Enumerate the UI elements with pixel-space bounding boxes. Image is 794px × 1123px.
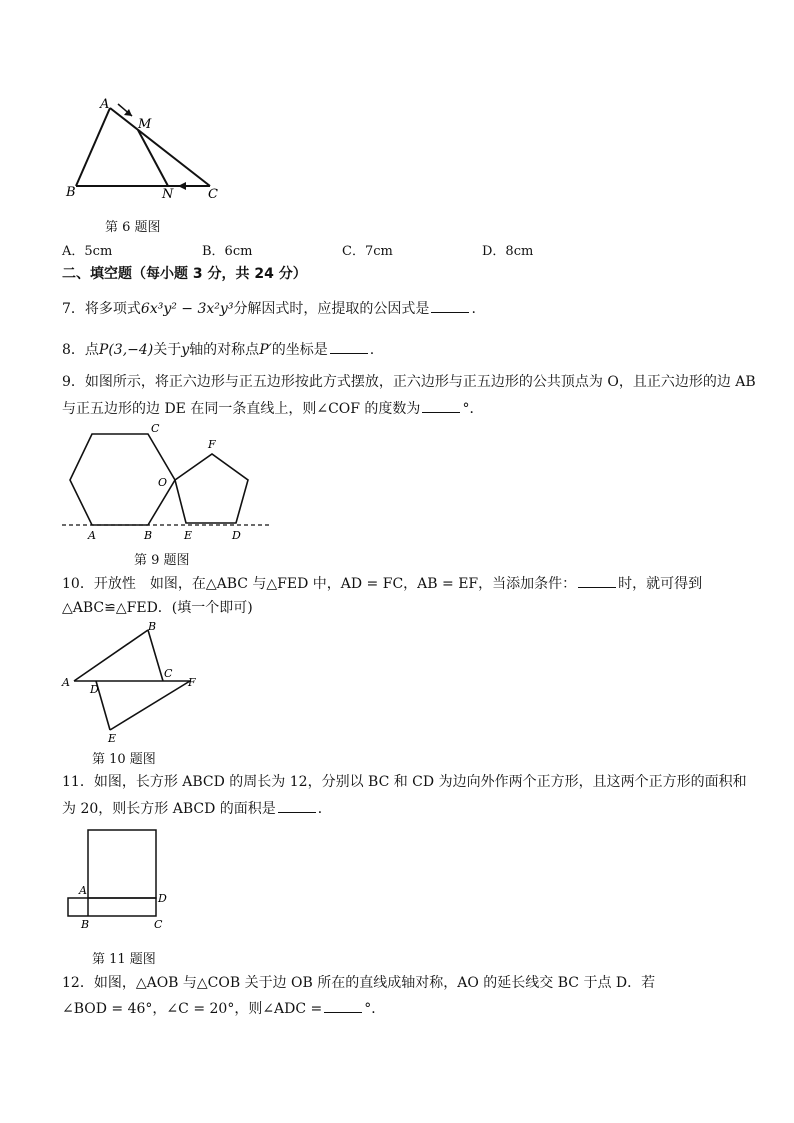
q8-text-mid: 关于 <box>153 342 182 358</box>
fig9-label-e: E <box>184 529 193 542</box>
fig10-caption: 第 10 题图 <box>92 752 156 767</box>
q12-text-post: °． <box>364 1001 386 1017</box>
q8-axis: y <box>181 342 190 358</box>
q7-text-post: 分解因式时，应提取的公因式是 <box>233 301 430 317</box>
fig9-label-a: A <box>88 529 96 542</box>
q10-answer-blank[interactable] <box>578 573 616 588</box>
q6-option-c: C．7cm <box>342 244 393 259</box>
q9-line-1: 9．如图所示，将正六边形与正五边形按此方式摆放，正六边形与正五边形的公共顶点为 O，且正六边形的边 AB <box>62 374 756 390</box>
fig6-label-a: A <box>100 97 110 112</box>
q6-option-b: B．6cm <box>202 244 253 259</box>
question-8 <box>62 339 374 360</box>
q8-text-pre: 点 <box>84 342 99 358</box>
figure-9 <box>60 420 275 545</box>
fig9-label-d: D <box>232 529 241 542</box>
fig6-label-m: M <box>138 117 152 132</box>
figure-11 <box>60 826 180 936</box>
fig10-label-a: A <box>62 676 70 689</box>
q7-number: 7． <box>62 301 85 317</box>
q12-line-2 <box>62 998 385 1019</box>
q12-answer-blank[interactable] <box>324 998 362 1013</box>
q8-text-post: 的坐标是 <box>271 342 328 358</box>
q11-line-2 <box>62 798 332 819</box>
q11-line-1: 11．如图，长方形 ABCD 的周长为 12，分别以 BC 和 CD 为边向外作两个正方形，且这两个正方形的面积和 <box>62 774 747 790</box>
q11-text-post: ． <box>317 801 332 817</box>
q7-end: . <box>471 301 476 317</box>
fig11-label-d: D <box>158 892 167 905</box>
q10-line-1 <box>62 573 702 594</box>
q7-answer-blank[interactable] <box>431 298 469 313</box>
fig9-label-f: F <box>208 438 216 451</box>
fig10-label-c: C <box>164 667 173 680</box>
fig10-label-b: B <box>148 620 157 633</box>
q11-answer-blank[interactable] <box>278 798 316 813</box>
figure-6 <box>60 96 220 206</box>
fig6-label-b: B <box>66 185 76 200</box>
fig10-label-d: D <box>90 683 99 696</box>
q8-point-prime: P′ <box>259 342 272 358</box>
fig9-label-o: O <box>158 476 168 489</box>
q6-option-d: D．8cm <box>482 244 534 259</box>
q7-expression: 6x³y² − 3x²y³ <box>140 301 234 317</box>
section-title: 二、填空题（每小题 3 分，共 24 分） <box>62 266 307 282</box>
q6-option-a: A．5cm <box>62 244 113 259</box>
fig11-label-a: A <box>79 884 87 897</box>
figure-10 <box>60 620 210 745</box>
fig9-label-b: B <box>144 529 153 542</box>
fig6-label-n: N <box>162 187 174 202</box>
q8-text-mid2: 轴的对称点 <box>189 342 260 358</box>
fig10-label-e: E <box>108 732 117 745</box>
fig6-caption: 第 6 题图 <box>105 220 161 235</box>
fig10-label-f: F <box>188 676 196 689</box>
q10-text-post: 时，就可得到 <box>618 576 703 592</box>
q8-point: P(3,−4) <box>98 342 154 358</box>
q9-line-2 <box>62 398 483 419</box>
fig11-label-c: C <box>154 918 163 931</box>
question-7 <box>62 298 476 319</box>
fig11-label-b: B <box>81 918 90 931</box>
fig6-label-c: C <box>208 187 218 202</box>
fig9-label-c: C <box>151 422 160 435</box>
q9-text-post: °． <box>462 401 484 417</box>
q10-text-pre: 10．开放性 如图，在△ABC 与△FED 中，AD = FC，AB = EF，当添加条件： <box>62 576 577 592</box>
q9-text-pre: 与正五边形的边 DE 在同一条直线上，则∠COF 的度数为 <box>62 401 421 417</box>
q8-end: . <box>369 342 375 358</box>
q7-text-pre: 将多项式 <box>84 301 141 317</box>
q8-number: 8． <box>62 342 85 358</box>
q11-text-pre: 为 20，则长方形 ABCD 的面积是 <box>62 801 276 817</box>
q8-answer-blank[interactable] <box>330 339 368 354</box>
q12-text-pre: ∠BOD = 46°，∠C = 20°，则∠ADC = <box>62 1001 323 1017</box>
q12-line-1: 12．如图，△AOB 与△COB 关于边 OB 所在的直线成轴对称，AO 的延长线交 BC 于点 D．若 <box>62 975 656 991</box>
fig11-caption: 第 11 题图 <box>92 952 156 967</box>
q10-line-2: △ABC≌△FED．(填一个即可) <box>62 600 253 616</box>
fig9-caption: 第 9 题图 <box>134 553 190 568</box>
q9-answer-blank[interactable] <box>422 398 460 413</box>
